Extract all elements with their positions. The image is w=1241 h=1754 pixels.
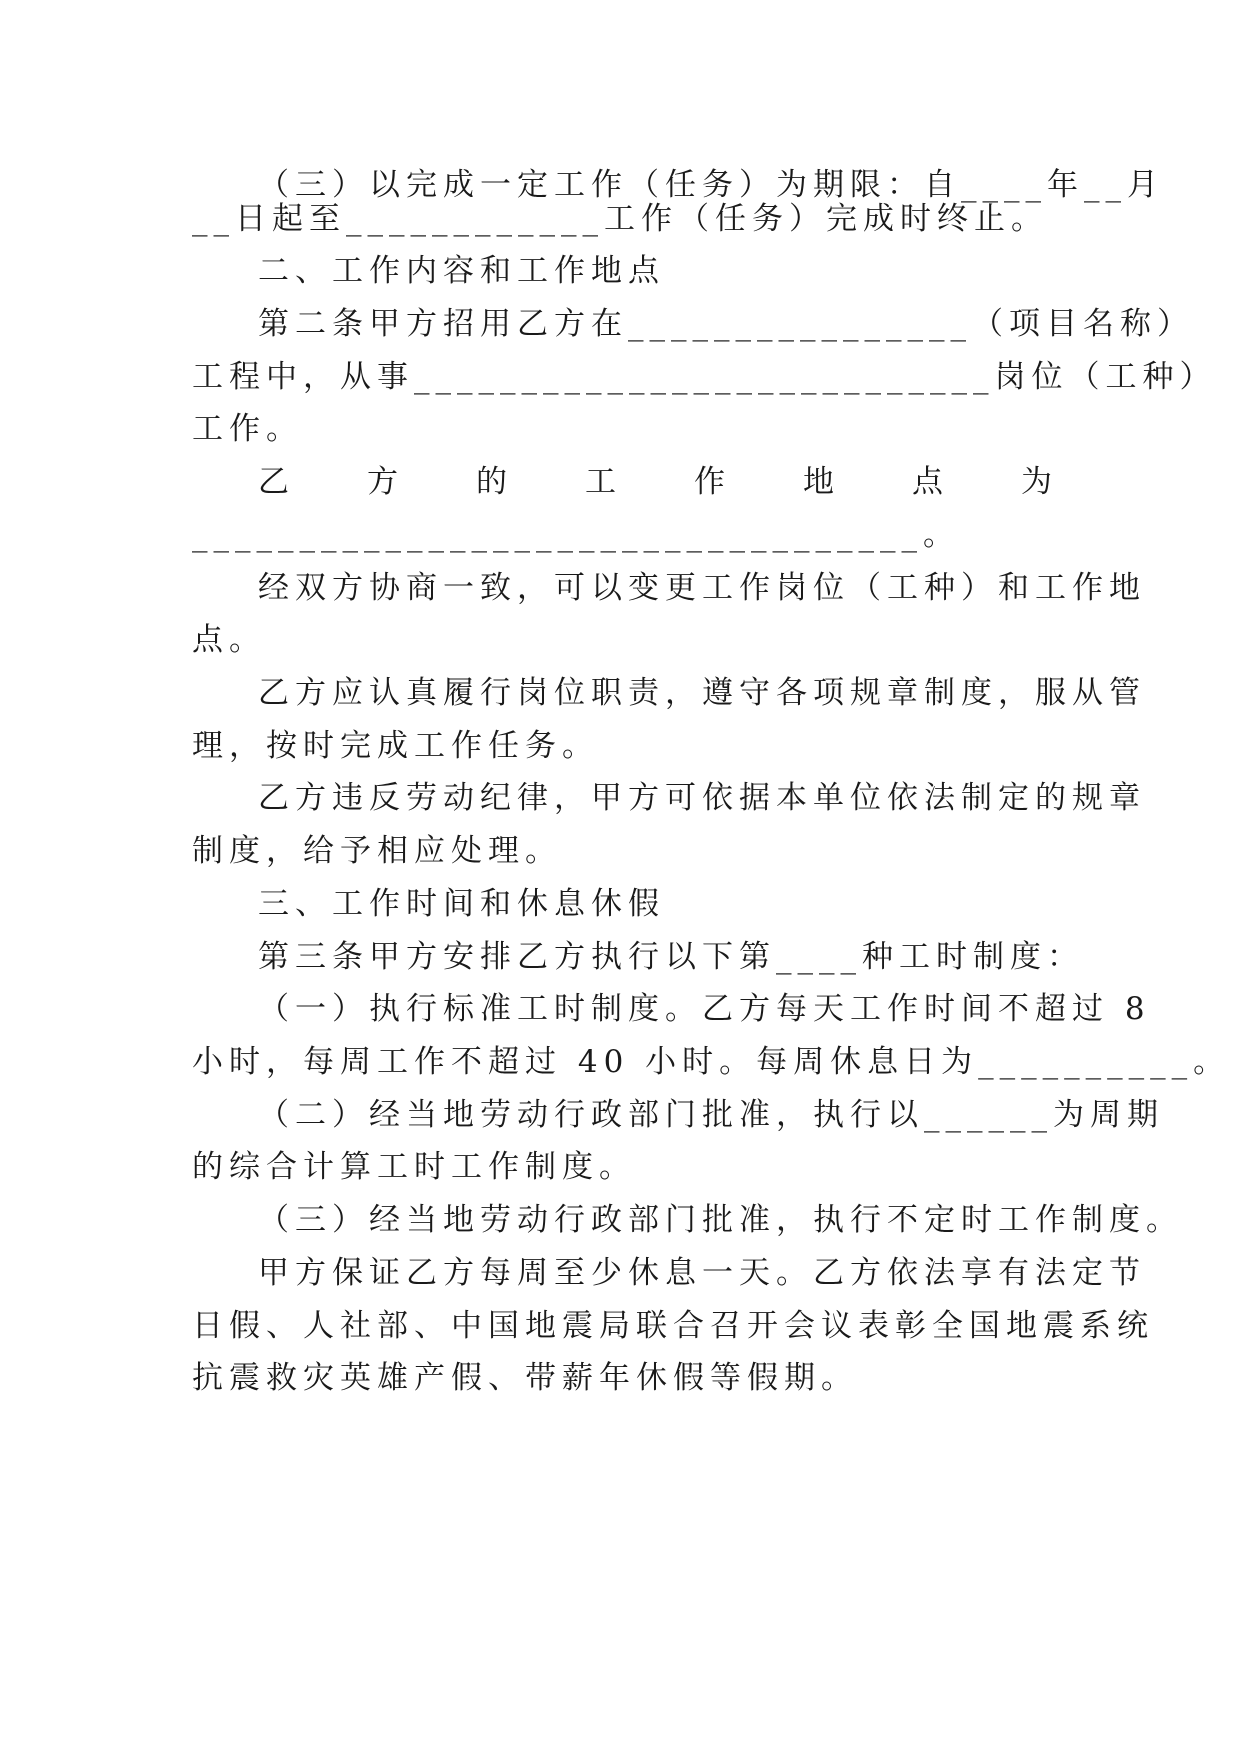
text-line: 工程中，从事___________________________岗位（工种） xyxy=(192,359,1217,395)
text-line: 乙方应认真履行岗位职责，遵守各项规章制度，服从管 xyxy=(258,675,1146,711)
text-line: （二）经当地劳动行政部门批准，执行以______为周期 xyxy=(258,1097,1164,1133)
text-line: 抗震救灾英雄产假、带薪年休假等假期。 xyxy=(192,1360,858,1396)
spread-char: 作 xyxy=(694,464,725,500)
text-line: 制度，给予相应处理。 xyxy=(192,833,562,869)
text-line: 第三条甲方安排乙方执行以下第____种工时制度： xyxy=(258,939,1084,975)
text-line: 乙方违反劳动纪律，甲方可依据本单位依法制定的规章 xyxy=(258,780,1146,816)
spread-char: 方 xyxy=(367,464,398,500)
spread-char: 乙 xyxy=(258,464,289,500)
spread-char: 地 xyxy=(803,464,834,500)
section-heading: 二、工作内容和工作地点 xyxy=(258,253,665,289)
text-line: __日起至____________工作（任务）完成时终止。 xyxy=(192,201,1048,237)
text-line: 第二条甲方招用乙方在________________（项目名称） xyxy=(258,306,1194,342)
text-line: 点。 xyxy=(192,622,266,658)
spread-char: 工 xyxy=(585,464,616,500)
spread-char: 的 xyxy=(476,464,507,500)
text-line: 的综合计算工时工作制度。 xyxy=(192,1149,636,1185)
text-line: （三）以完成一定工作（任务）为期限：自____年__月 xyxy=(258,167,1164,203)
spread-char: 点 xyxy=(912,464,943,500)
text-line: 理，按时完成工作任务。 xyxy=(192,728,599,764)
text-line: __________________________________。 xyxy=(192,517,960,553)
spread-text-line xyxy=(258,462,1052,502)
spread-char: 为 xyxy=(1021,464,1052,500)
text-line: （三）经当地劳动行政部门批准，执行不定时工作制度。 xyxy=(258,1202,1183,1238)
text-line: 甲方保证乙方每周至少休息一天。乙方依法享有法定节 xyxy=(258,1255,1146,1291)
section-heading: 三、工作时间和休息休假 xyxy=(258,886,665,922)
text-line: （一）执行标准工时制度。乙方每天工作时间不超过 8 xyxy=(258,991,1151,1027)
text-line: 经双方协商一致，可以变更工作岗位（工种）和工作地 xyxy=(258,570,1146,606)
text-line: 小时，每周工作不超过 40 小时。每周休息日为__________。 xyxy=(192,1044,1231,1080)
text-line: 工作。 xyxy=(192,411,303,447)
text-line: 日假、人社部、中国地震局联合召开会议表彰全国地震系统 xyxy=(192,1308,1154,1344)
